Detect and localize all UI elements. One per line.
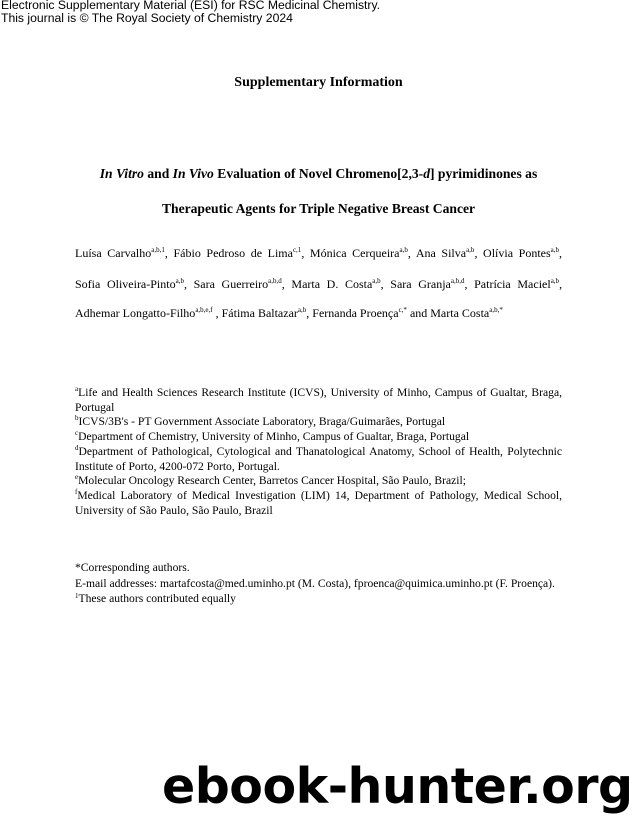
author: Fernanda Proença$^{c,*}$ and [312,306,428,320]
author: Ana Silva$^{a,b}$, [415,246,478,260]
title-evaluation: Evaluation of Novel Chromeno[2,3- [213,166,424,181]
author: Luísa Carvalho$^{a,b,1}$, [75,246,168,260]
title-and: and [143,166,173,181]
email-link-costa[interactable]: martafcosta@med.uminho.pt [160,576,295,590]
affiliation-c: $^c$Department of Chemistry, University of Minho, Campus of Gualtar, Braga, Portugal [75,429,470,443]
paper-title-line1 [0,166,637,182]
author: Marta Costa$^{a,b,*}$ [430,306,503,320]
author: Adhemar Longatto-Filho$^{a,b,e,f}$ , [75,306,219,320]
email-label: E-mail addresses: [75,576,158,590]
author: Olívia Pontes$^{a,b}$, [483,246,563,260]
contribution-note: $^1$These authors contributed equally [75,592,236,605]
author-line-1 [75,246,562,261]
email-line [75,576,562,592]
email-owner-costa: (M. Costa), [297,576,352,590]
author: Sofia Oliveira-Pinto$^{a,b}$, [75,277,187,291]
title-d: d [423,166,430,181]
author: Mónica Cerqueira$^{a,b}$, [309,246,411,260]
esi-header [1,0,380,26]
author: Marta D. Costa$^{a,b}$, [291,277,384,291]
author: Patrícia Maciel$^{a,b}$, [474,277,563,291]
author-line-3 [75,306,562,321]
email-link-proenca[interactable]: fproenca@quimica.uminho.pt [353,576,493,590]
author: Sara Granja$^{a,b,d}$, [390,277,468,291]
email-owner-proenca: (F. Proença). [495,576,555,590]
esi-header-line2: This journal is © The Royal Society of Chemistry 2024 [1,11,293,26]
paper-title-line2: Therapeutic Agents for Triple Negative Breast Cancer [161,201,476,216]
title-pyrimidinones: ] pyrimidinones as [429,166,538,181]
watermark-text: ebook-hunter.org [162,758,633,815]
affiliation-f: $^f$Medical Laboratory of Medical Investigation (LIM) 14, Department of Pathology, Medical School, University of São Paulo, São Paulo, Brazil [75,488,562,517]
affiliation-e: $^e$Molecular Oncology Research Center, Barretos Cancer Hospital, São Paulo, Brazil; [75,473,466,487]
title-in-vivo: In Vivo [172,166,214,181]
affiliation-d: $^d$Department of Pathological, Cytological and Thanatological Anatomy, School of Health, Polytechnic Institute of Porto, 4200-072 Porto, Portugal. [75,444,562,473]
esi-header-line1: Electronic Supplementary Material (ESI) for RSC Medicinal Chemistry. [1,0,381,12]
supplementary-heading: Supplementary Information [234,75,403,90]
footnotes [75,560,562,607]
affiliation-a: $^a$Life and Health Sciences Research Institute (ICVS), University of Minho, Campus of Gualtar, Braga, Portugal [75,385,562,414]
corresponding-note: *Corresponding authors. [75,561,190,574]
author-line-2 [75,277,562,292]
affiliation-b: $^b$ICVS/3B's - PT Government Associate Laboratory, Braga/Guimarães, Portugal [75,414,446,428]
author: Fábio Pedroso de Lima$^{c,1}$, [173,246,305,260]
author: Sara Guerreiro$^{a,b,d}$, [193,277,285,291]
title-in-vitro: In Vitro [99,166,144,181]
author: Fátima Baltazar$^{a,b}$, [221,306,310,320]
